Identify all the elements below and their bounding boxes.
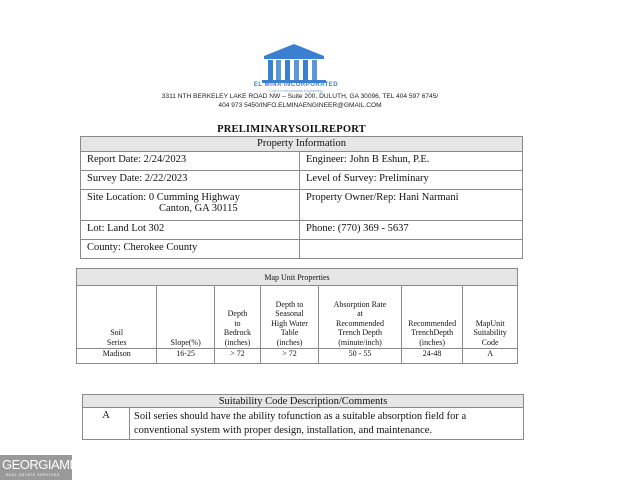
map-unit-cell: A bbox=[463, 349, 518, 364]
map-unit-table bbox=[76, 268, 518, 364]
suitability-table bbox=[82, 394, 524, 440]
property-info-header: Property Information bbox=[81, 137, 523, 152]
column-header-line: Table bbox=[280, 328, 299, 337]
suitability-header: Suitability Code Description/Comments bbox=[83, 395, 524, 408]
map-unit-cell: 16-25 bbox=[157, 349, 214, 364]
empty-cell bbox=[300, 240, 523, 259]
column-header-line: Code bbox=[481, 337, 499, 347]
map-unit-column-header bbox=[77, 286, 157, 349]
column-header-line: Absorption Rate bbox=[333, 299, 387, 309]
logo-subtext: Civil & Environmental Engineering bbox=[269, 89, 323, 93]
site-location-line-1: Site Location: 0 Cumming Highway bbox=[87, 192, 240, 203]
column-header-line: Recommended bbox=[408, 318, 457, 328]
address-line-1: 3311 NTH BERKELEY LAKE ROAD NW – Suite 200, DULUTH, GA 30096, TEL 404 597 6745/ bbox=[161, 93, 439, 100]
column-header-line: (inches) bbox=[419, 337, 445, 347]
map-unit-cell: > 72 bbox=[261, 349, 319, 364]
phone: Phone: (770) 369 - 5637 bbox=[300, 221, 523, 240]
suitability-line-1: Soil series should have the ability tofunction as a suitable absorption field for a bbox=[134, 411, 467, 422]
column-header-line: (inches) bbox=[224, 337, 251, 347]
survey-date: Survey Date: 2/22/2023 bbox=[81, 171, 300, 190]
column-header-line: to bbox=[234, 318, 241, 328]
column-header-line: (inches) bbox=[276, 337, 303, 347]
engineer: Engineer: John B Eshun, P.E. bbox=[300, 152, 523, 171]
logo-text: EL MINA INCORPORATED bbox=[253, 82, 339, 88]
site-location-line-2: Canton, GA 30115 bbox=[159, 203, 238, 214]
column-header-line: MapUnit bbox=[475, 318, 505, 328]
report-title: PRELIMINARYSOILREPORT bbox=[217, 124, 366, 135]
county: County: Cherokee County bbox=[81, 240, 300, 259]
report-date: Report Date: 2/24/2023 bbox=[81, 152, 300, 171]
column-header-line: Depth to bbox=[275, 299, 304, 309]
column-header-line: Trench Depth bbox=[338, 328, 382, 337]
map-unit-column-header bbox=[463, 286, 518, 349]
property-info-table bbox=[80, 136, 523, 259]
site-location bbox=[81, 190, 300, 221]
column-header-line: Soil bbox=[110, 328, 124, 337]
watermark-text: GEORGIAMLS bbox=[2, 457, 85, 472]
column-header-line: High Water bbox=[271, 318, 308, 328]
map-unit-column-header bbox=[401, 286, 462, 349]
column-header-line: Slope(%) bbox=[170, 337, 201, 347]
column-header-line: TrenchDepth bbox=[411, 328, 454, 337]
column-header-line: (minute/inch) bbox=[338, 337, 382, 347]
map-unit-cell: 24-48 bbox=[401, 349, 462, 364]
map-unit-cell: 50 - 55 bbox=[319, 349, 402, 364]
map-unit-header: Map Unit Properties bbox=[77, 269, 518, 286]
address-line-2: 404 973 5450/INFO.ELMINAENGINEER@GMAIL.COM bbox=[218, 101, 382, 109]
map-unit-column-header bbox=[157, 286, 214, 349]
lot: Lot: Land Lot 302 bbox=[81, 221, 300, 240]
watermark-subtext: REAL ESTATE SERVICES bbox=[6, 473, 60, 477]
map-unit-column-header bbox=[261, 286, 319, 349]
column-header-line: Suitability bbox=[473, 328, 507, 337]
column-header-line: at bbox=[357, 309, 363, 318]
column-header-line: Seasonal bbox=[275, 309, 304, 318]
column-header-line: Bedrock bbox=[223, 328, 251, 337]
suitability-description bbox=[130, 408, 524, 440]
property-owner: Property Owner/Rep: Hani Narmani bbox=[300, 190, 523, 221]
suitability-code: A bbox=[83, 408, 130, 440]
company-address bbox=[100, 93, 500, 110]
column-header-line: Series bbox=[106, 337, 127, 347]
suitability-line-2: conventional system with proper design, installation, and maintenance. bbox=[134, 424, 433, 436]
column-header-line: Depth bbox=[227, 309, 248, 318]
map-unit-column-header bbox=[319, 286, 402, 349]
level-of-survey: Level of Survey: Preliminary bbox=[300, 171, 523, 190]
map-unit-cell: > 72 bbox=[214, 349, 260, 364]
map-unit-column-header bbox=[214, 286, 260, 349]
map-unit-cell: Madison bbox=[77, 349, 157, 364]
column-header-line: Recommended bbox=[336, 318, 384, 328]
